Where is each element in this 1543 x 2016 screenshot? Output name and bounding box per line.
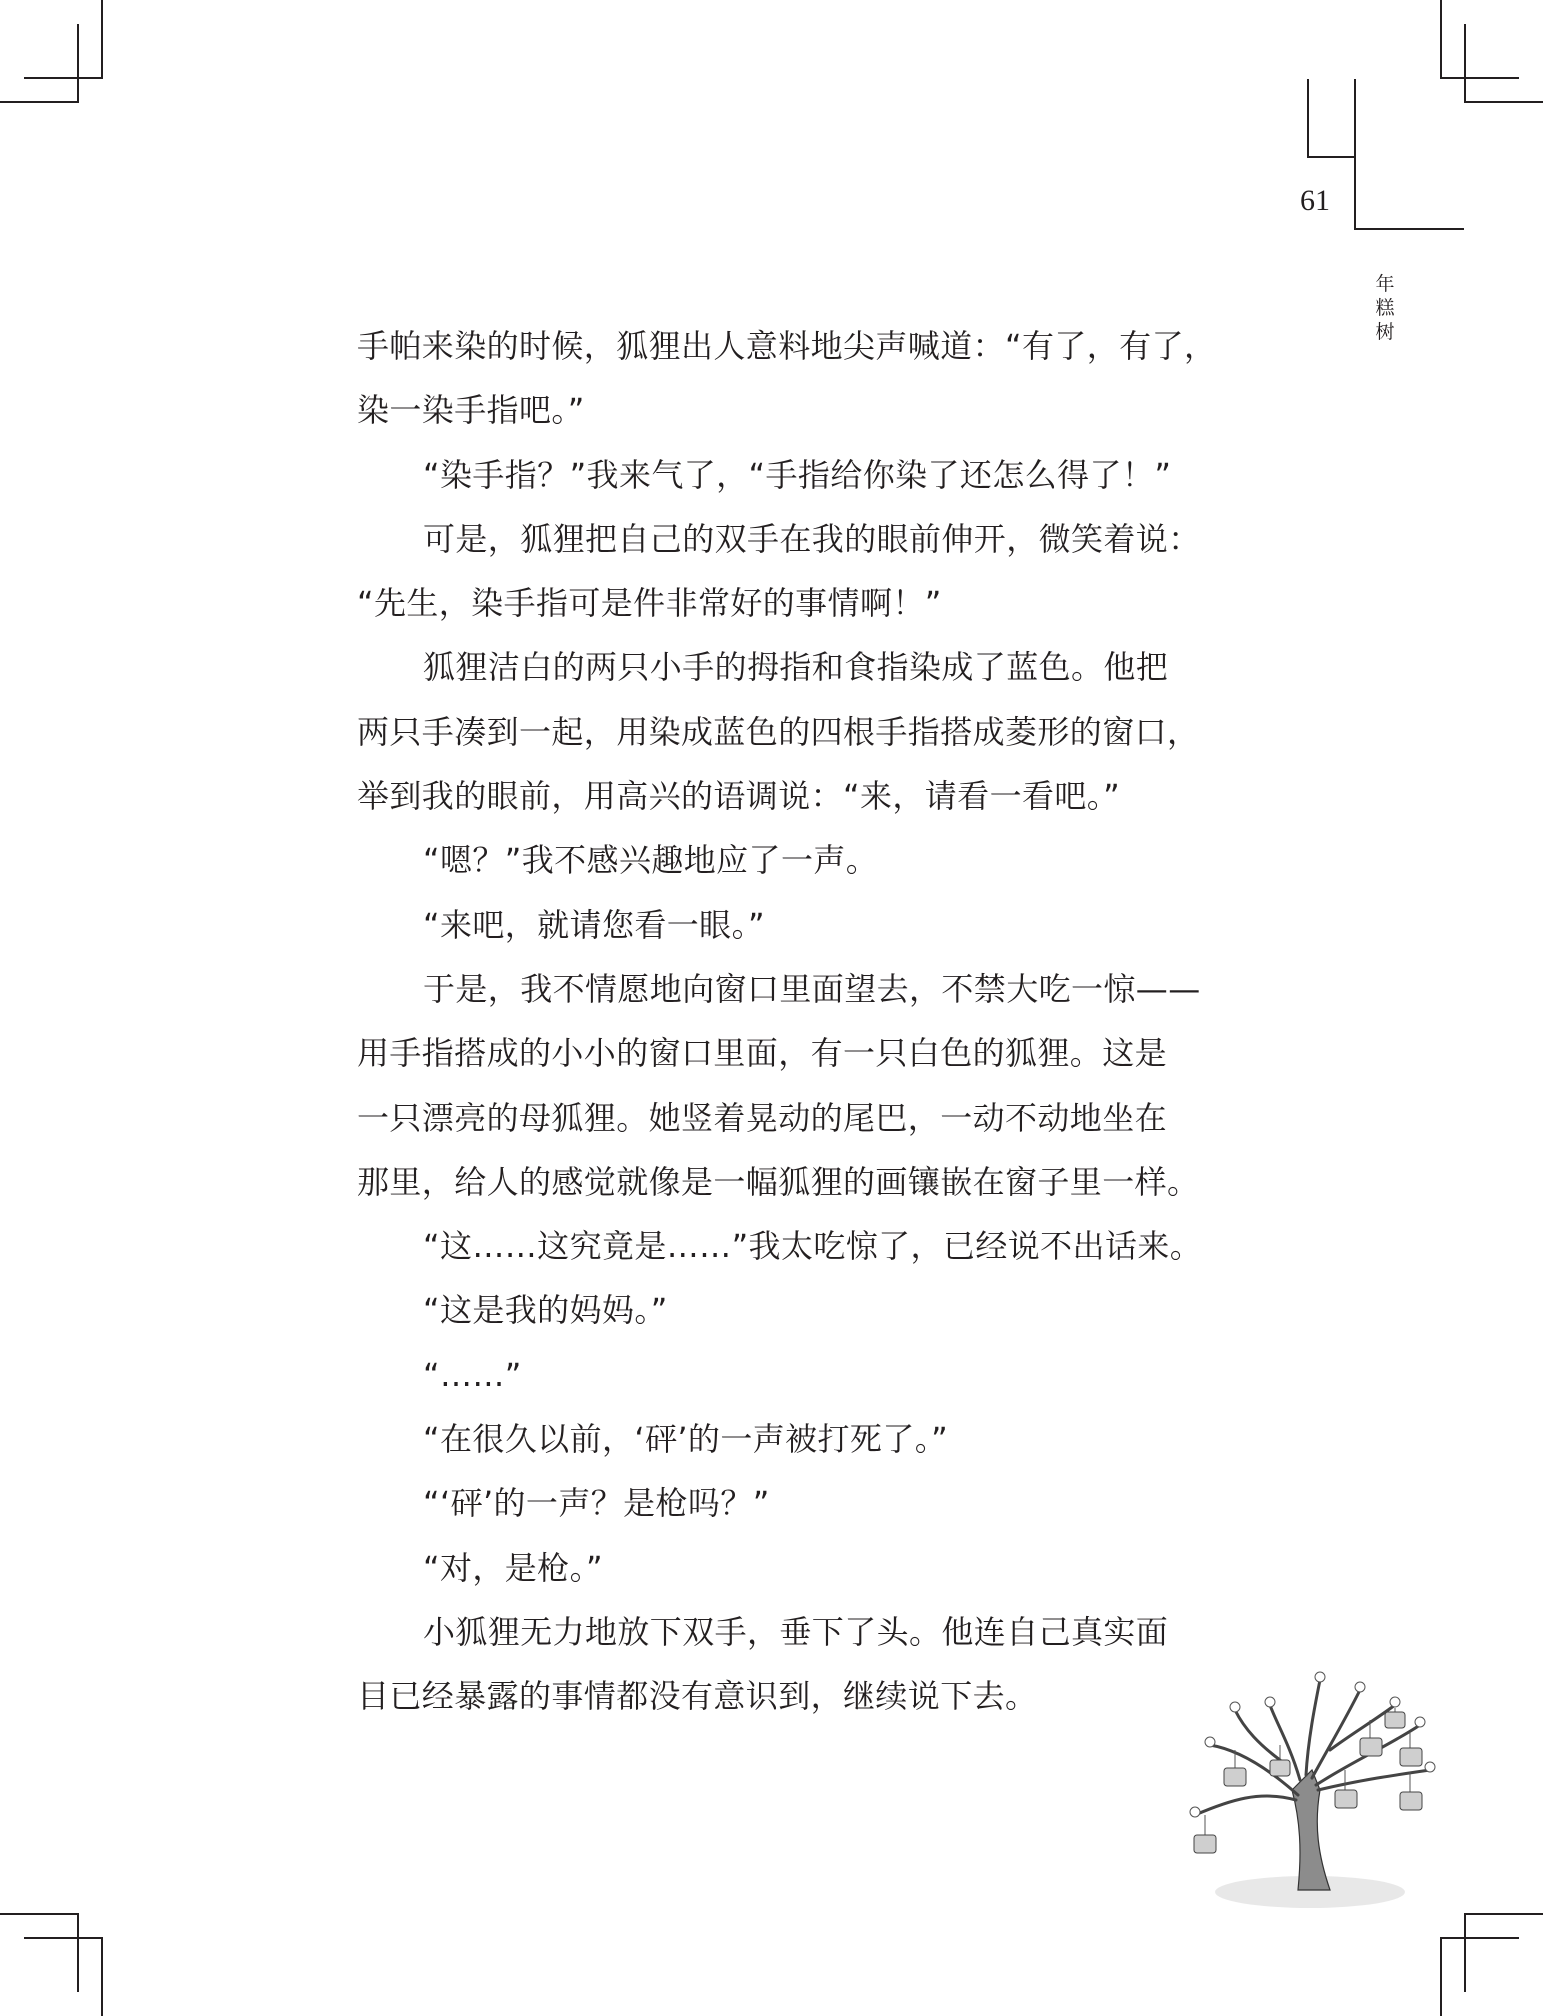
text-line: “来吧，就请您看一眼。” xyxy=(423,905,765,944)
text-line: 手帕来染的时候，狐狸出人意料地尖声喊道：“有了，有了， xyxy=(357,327,1217,365)
text-line: “‘砰’的一声？是枪吗？” xyxy=(423,1484,770,1523)
running-title: 年糕树 xyxy=(1375,273,1395,343)
text-line: “这是我的妈妈。” xyxy=(423,1291,668,1330)
page-number: 61 xyxy=(1300,184,1330,217)
text-line: 目已经暴露的事情都没有意识到，继续说下去。 xyxy=(357,1677,1038,1716)
text-line: “在很久以前，‘砰’的一声被打死了。” xyxy=(423,1420,949,1459)
text-line: 两只手凑到一起，用染成蓝色的四根手指搭成菱形的窗口， xyxy=(357,712,1200,751)
text-line: “染手指？”我来气了，“手指给你染了还怎么得了！” xyxy=(423,455,1172,494)
text-line: 举到我的眼前，用高兴的语调说：“来，请看一看吧。” xyxy=(357,777,1121,816)
body-text xyxy=(357,314,1217,1729)
text-line: “嗯？”我不感兴趣地应了一声。 xyxy=(423,841,879,880)
text-line: “这……这究竟是……”我太吃惊了，已经说不出话来。 xyxy=(423,1227,1203,1266)
text-line: 可是，狐狸把自己的双手在我的眼前伸开，微笑着说： xyxy=(423,519,1201,558)
text-line: 那里，给人的感觉就像是一幅狐狸的画镶嵌在窗子里一样。 xyxy=(357,1162,1200,1201)
text-line: 染一染手指吧。” xyxy=(357,391,585,430)
text-line: “先生，染手指可是件非常好的事情啊！” xyxy=(357,584,942,623)
text-line: 小狐狸无力地放下双手，垂下了头。他连自己真实面 xyxy=(423,1612,1169,1651)
text-line: 于是，我不情愿地向窗口里面望去，不禁大吃一惊—— xyxy=(423,969,1201,1008)
text-line: “……” xyxy=(423,1355,522,1394)
tree-with-hanging-rice-cakes-icon xyxy=(1180,1650,1445,1915)
text-line: “对，是枪。” xyxy=(423,1548,603,1587)
tree-illustration xyxy=(1180,1650,1445,1915)
text-line: 狐狸洁白的两只小手的拇指和食指染成了蓝色。他把 xyxy=(423,648,1169,687)
text-line: 用手指搭成的小小的窗口里面，有一只白色的狐狸。这是 xyxy=(357,1034,1168,1073)
text-line: 一只漂亮的母狐狸。她竖着晃动的尾巴，一动不动地坐在 xyxy=(357,1098,1168,1137)
